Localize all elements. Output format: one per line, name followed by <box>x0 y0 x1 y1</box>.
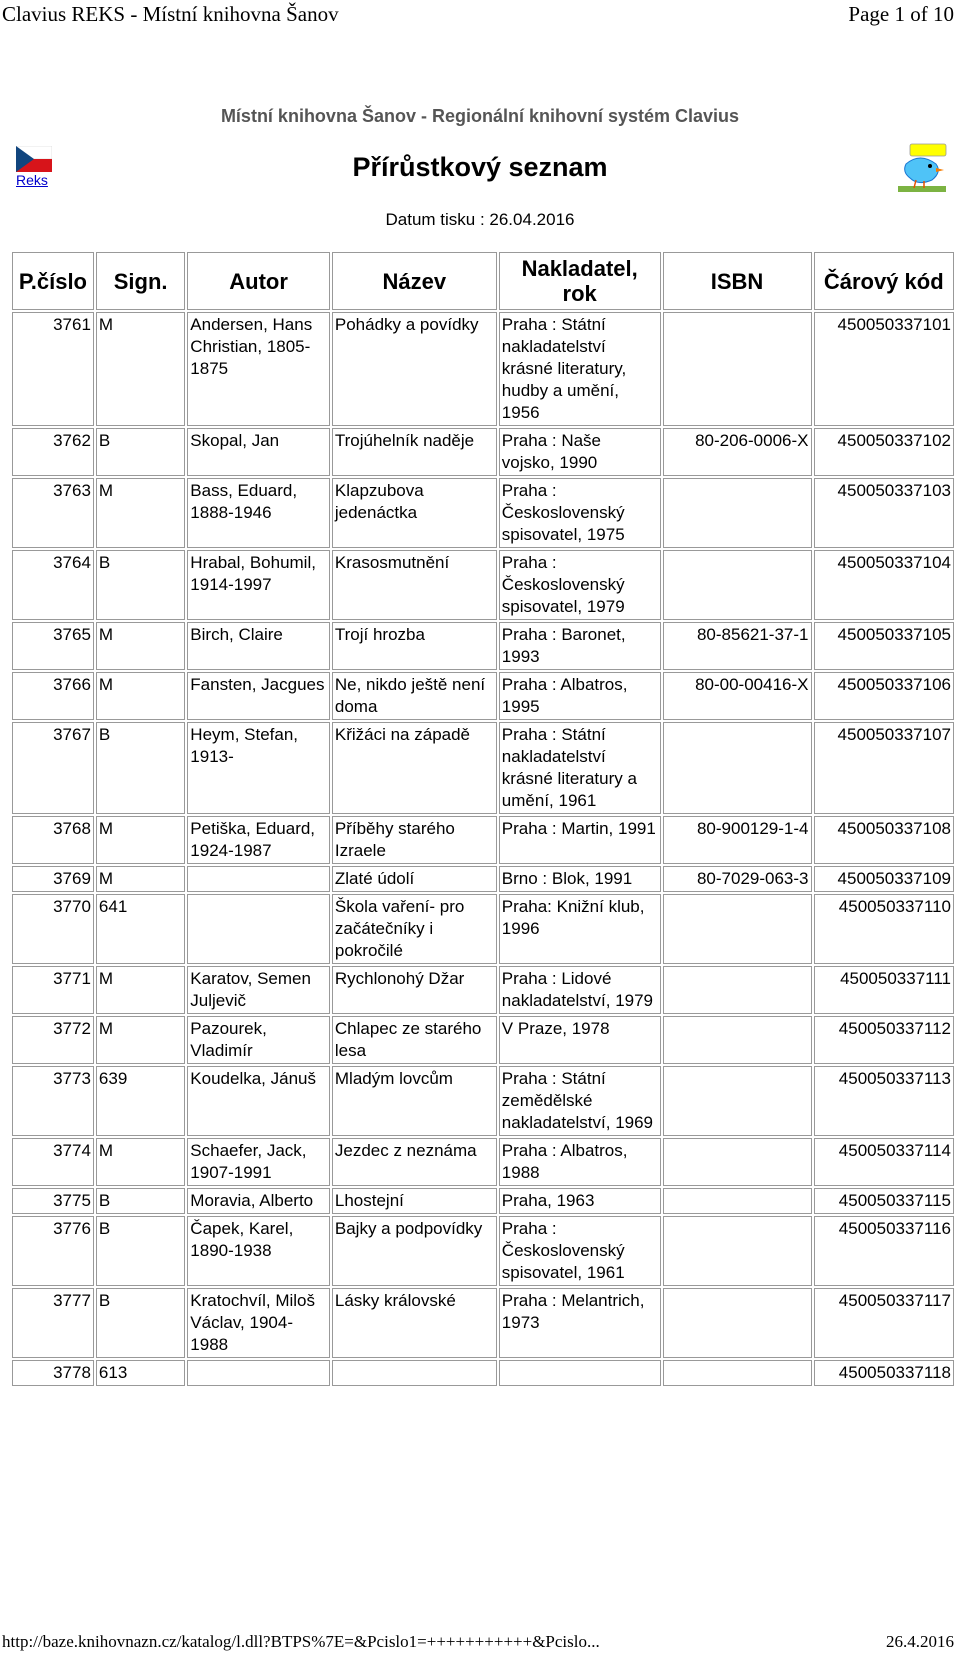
publisher-year <box>499 1360 661 1386</box>
book-title: Krasosmutnění <box>332 550 497 620</box>
book-title: Lhostejní <box>332 1188 497 1214</box>
isbn <box>663 312 812 426</box>
publisher-year: Praha : Baronet, 1993 <box>499 622 661 670</box>
publisher-year: Praha : Lidové nakladatelství, 1979 <box>499 966 661 1014</box>
publisher-year: Praha : Naše vojsko, 1990 <box>499 428 661 476</box>
accession-number: 3763 <box>12 478 94 548</box>
author: Andersen, Hans Christian, 1805-1875 <box>187 312 330 426</box>
publisher-year: Praha : Státní nakladatelství krásné literatury a umění, 1961 <box>499 722 661 814</box>
barcode: 450050337109 <box>814 866 955 892</box>
author: Fansten, Jacgues <box>187 672 330 720</box>
print-date: Datum tisku : 26.04.2016 <box>385 210 575 229</box>
signature: M <box>96 816 185 864</box>
book-title: Příběhy starého Izraele <box>332 816 497 864</box>
reks-link[interactable]: Reks <box>16 172 48 188</box>
author: Hrabal, Bohumil, 1914-1997 <box>187 550 330 620</box>
signature: B <box>96 1188 185 1214</box>
book-title: Rychlonohý Džar <box>332 966 497 1014</box>
barcode: 450050337112 <box>814 1016 955 1064</box>
accession-table <box>10 250 956 1388</box>
table-row <box>12 1188 954 1214</box>
table-row <box>12 1360 954 1386</box>
signature: B <box>96 722 185 814</box>
signature: M <box>96 672 185 720</box>
author <box>187 894 330 964</box>
table-row <box>12 312 954 426</box>
column-header: ISBN <box>663 252 812 310</box>
barcode: 450050337101 <box>814 312 955 426</box>
signature: 641 <box>96 894 185 964</box>
isbn: 80-00-00416-X <box>663 672 812 720</box>
author: Heym, Stefan, 1913- <box>187 722 330 814</box>
signature: M <box>96 622 185 670</box>
publisher-year: Praha : Státní zemědělské nakladatelství, 1969 <box>499 1066 661 1136</box>
isbn <box>663 1016 812 1064</box>
publisher-year: Praha, 1963 <box>499 1188 661 1214</box>
accession-number: 3770 <box>12 894 94 964</box>
signature: M <box>96 966 185 1014</box>
column-header: P.číslo <box>12 252 94 310</box>
table-row <box>12 550 954 620</box>
publisher-year: V Praze, 1978 <box>499 1016 661 1064</box>
barcode: 450050337113 <box>814 1066 955 1136</box>
signature: B <box>96 1216 185 1286</box>
author: Bass, Eduard, 1888-1946 <box>187 478 330 548</box>
signature: M <box>96 312 185 426</box>
publisher-year: Praha : Melantrich, 1973 <box>499 1288 661 1358</box>
column-header: Čárový kód <box>814 252 955 310</box>
book-title: Klapzubova jedenáctka <box>332 478 497 548</box>
accession-number: 3777 <box>12 1288 94 1358</box>
signature: B <box>96 550 185 620</box>
publisher-year: Praha : Albatros, 1995 <box>499 672 661 720</box>
barcode: 450050337116 <box>814 1216 955 1286</box>
barcode: 450050337107 <box>814 722 955 814</box>
author: Skopal, Jan <box>187 428 330 476</box>
accession-number: 3776 <box>12 1216 94 1286</box>
table-row <box>12 672 954 720</box>
barcode: 450050337115 <box>814 1188 955 1214</box>
signature: M <box>96 478 185 548</box>
column-header: Sign. <box>96 252 185 310</box>
barcode: 450050337105 <box>814 622 955 670</box>
browser-print-header <box>0 2 960 28</box>
author: Birch, Claire <box>187 622 330 670</box>
accession-number: 3771 <box>12 966 94 1014</box>
isbn: 80-7029-063-3 <box>663 866 812 892</box>
author: Petiška, Eduard, 1924-1987 <box>187 816 330 864</box>
author: Koudelka, Jánuš <box>187 1066 330 1136</box>
table-row <box>12 816 954 864</box>
book-title: Bajky a podpovídky <box>332 1216 497 1286</box>
barcode: 450050337114 <box>814 1138 955 1186</box>
column-header: Autor <box>187 252 330 310</box>
book-title: Lásky královské <box>332 1288 497 1358</box>
barcode: 450050337118 <box>814 1360 955 1386</box>
isbn <box>663 1216 812 1286</box>
publisher-year: Praha : Albatros, 1988 <box>499 1138 661 1186</box>
table-row <box>12 1138 954 1186</box>
accession-number: 3768 <box>12 816 94 864</box>
signature: M <box>96 1016 185 1064</box>
isbn <box>663 722 812 814</box>
page-url: http://baze.knihovnazn.cz/katalog/l.dll?BTPS%7E=&Pcislo1=+++++++++++&Pcislo... <box>2 1632 600 1651</box>
signature: 613 <box>96 1360 185 1386</box>
isbn: 80-900129-1-4 <box>663 816 812 864</box>
accession-number: 3778 <box>12 1360 94 1386</box>
accession-number: 3766 <box>12 672 94 720</box>
book-title: Jezdec z neznáma <box>332 1138 497 1186</box>
barcode: 450050337103 <box>814 478 955 548</box>
publisher-year: Praha : Martin, 1991 <box>499 816 661 864</box>
accession-number: 3775 <box>12 1188 94 1214</box>
isbn: 80-206-0006-X <box>663 428 812 476</box>
table-row <box>12 622 954 670</box>
column-header: Název <box>332 252 497 310</box>
author: Čapek, Karel, 1890-1938 <box>187 1216 330 1286</box>
accession-number: 3765 <box>12 622 94 670</box>
signature: M <box>96 866 185 892</box>
book-title: Křižáci na západě <box>332 722 497 814</box>
accession-number: 3773 <box>12 1066 94 1136</box>
author: Kratochvíl, Miloš Václav, 1904-1988 <box>187 1288 330 1358</box>
barcode: 450050337104 <box>814 550 955 620</box>
signature: 639 <box>96 1066 185 1136</box>
table-row <box>12 722 954 814</box>
publisher-year: Praha : Československý spisovatel, 1975 <box>499 478 661 548</box>
accession-number: 3761 <box>12 312 94 426</box>
author <box>187 1360 330 1386</box>
publisher-year: Brno : Blok, 1991 <box>499 866 661 892</box>
barcode: 450050337102 <box>814 428 955 476</box>
book-title: Škola vaření- pro začátečníky i pokročilé <box>332 894 497 964</box>
accession-number: 3762 <box>12 428 94 476</box>
author: Schaefer, Jack, 1907-1991 <box>187 1138 330 1186</box>
book-title <box>332 1360 497 1386</box>
accession-number: 3764 <box>12 550 94 620</box>
lahius-logo-icon <box>896 142 948 194</box>
isbn <box>663 1138 812 1186</box>
signature: B <box>96 428 185 476</box>
library-subtitle: Místní knihovna Šanov - Regionální knihovní systém Clavius <box>220 106 740 126</box>
book-title: Ne, nikdo ještě není doma <box>332 672 497 720</box>
accession-table-wrapper <box>10 250 956 1550</box>
book-title: Zlaté údolí <box>332 866 497 892</box>
isbn <box>663 894 812 964</box>
table-row <box>12 1216 954 1286</box>
table-row <box>12 1066 954 1136</box>
barcode: 450050337106 <box>814 672 955 720</box>
publisher-year: Praha : Státní nakladatelství krásné literatury, hudby a umění, 1956 <box>499 312 661 426</box>
book-title: Trojí hrozba <box>332 622 497 670</box>
table-row <box>12 1016 954 1064</box>
column-header: Nakladatel, rok <box>499 252 661 310</box>
table-row <box>12 866 954 892</box>
barcode: 450050337110 <box>814 894 955 964</box>
signature: B <box>96 1288 185 1358</box>
publisher-year: Praha : Československý spisovatel, 1961 <box>499 1216 661 1286</box>
author: Pazourek, Vladimír <box>187 1016 330 1064</box>
table-row <box>12 894 954 964</box>
publisher-year: Praha : Československý spisovatel, 1979 <box>499 550 661 620</box>
book-title: Pohádky a povídky <box>332 312 497 426</box>
isbn <box>663 478 812 548</box>
print-footer-date: 26.4.2016 <box>886 1632 954 1651</box>
table-row <box>12 428 954 476</box>
publisher-year: Praha: Knižní klub, 1996 <box>499 894 661 964</box>
accession-number: 3769 <box>12 866 94 892</box>
table-row <box>12 966 954 1014</box>
author: Moravia, Alberto <box>187 1188 330 1214</box>
isbn <box>663 1066 812 1136</box>
barcode: 450050337117 <box>814 1288 955 1358</box>
barcode: 450050337111 <box>814 966 955 1014</box>
barcode: 450050337108 <box>814 816 955 864</box>
book-title: Trojúhelník naděje <box>332 428 497 476</box>
author: Karatov, Semen Juljevič <box>187 966 330 1014</box>
author <box>187 866 330 892</box>
isbn <box>663 1288 812 1358</box>
table-row <box>12 1288 954 1358</box>
accession-number: 3772 <box>12 1016 94 1064</box>
isbn: 80-85621-37-1 <box>663 622 812 670</box>
isbn <box>663 550 812 620</box>
page-number: Page 1 of 10 <box>848 2 954 26</box>
table-row <box>12 478 954 548</box>
isbn <box>663 1360 812 1386</box>
browser-print-footer <box>0 1632 960 1656</box>
book-title: Mladým lovcům <box>332 1066 497 1136</box>
page-title: Přírůstkový seznam <box>352 152 608 182</box>
table-header-row <box>12 252 954 310</box>
accession-number: 3767 <box>12 722 94 814</box>
accession-number: 3774 <box>12 1138 94 1186</box>
signature: M <box>96 1138 185 1186</box>
book-title: Chlapec ze starého lesa <box>332 1016 497 1064</box>
page-title-header: Clavius REKS - Místní knihovna Šanov <box>2 2 339 26</box>
isbn <box>663 1188 812 1214</box>
isbn <box>663 966 812 1014</box>
